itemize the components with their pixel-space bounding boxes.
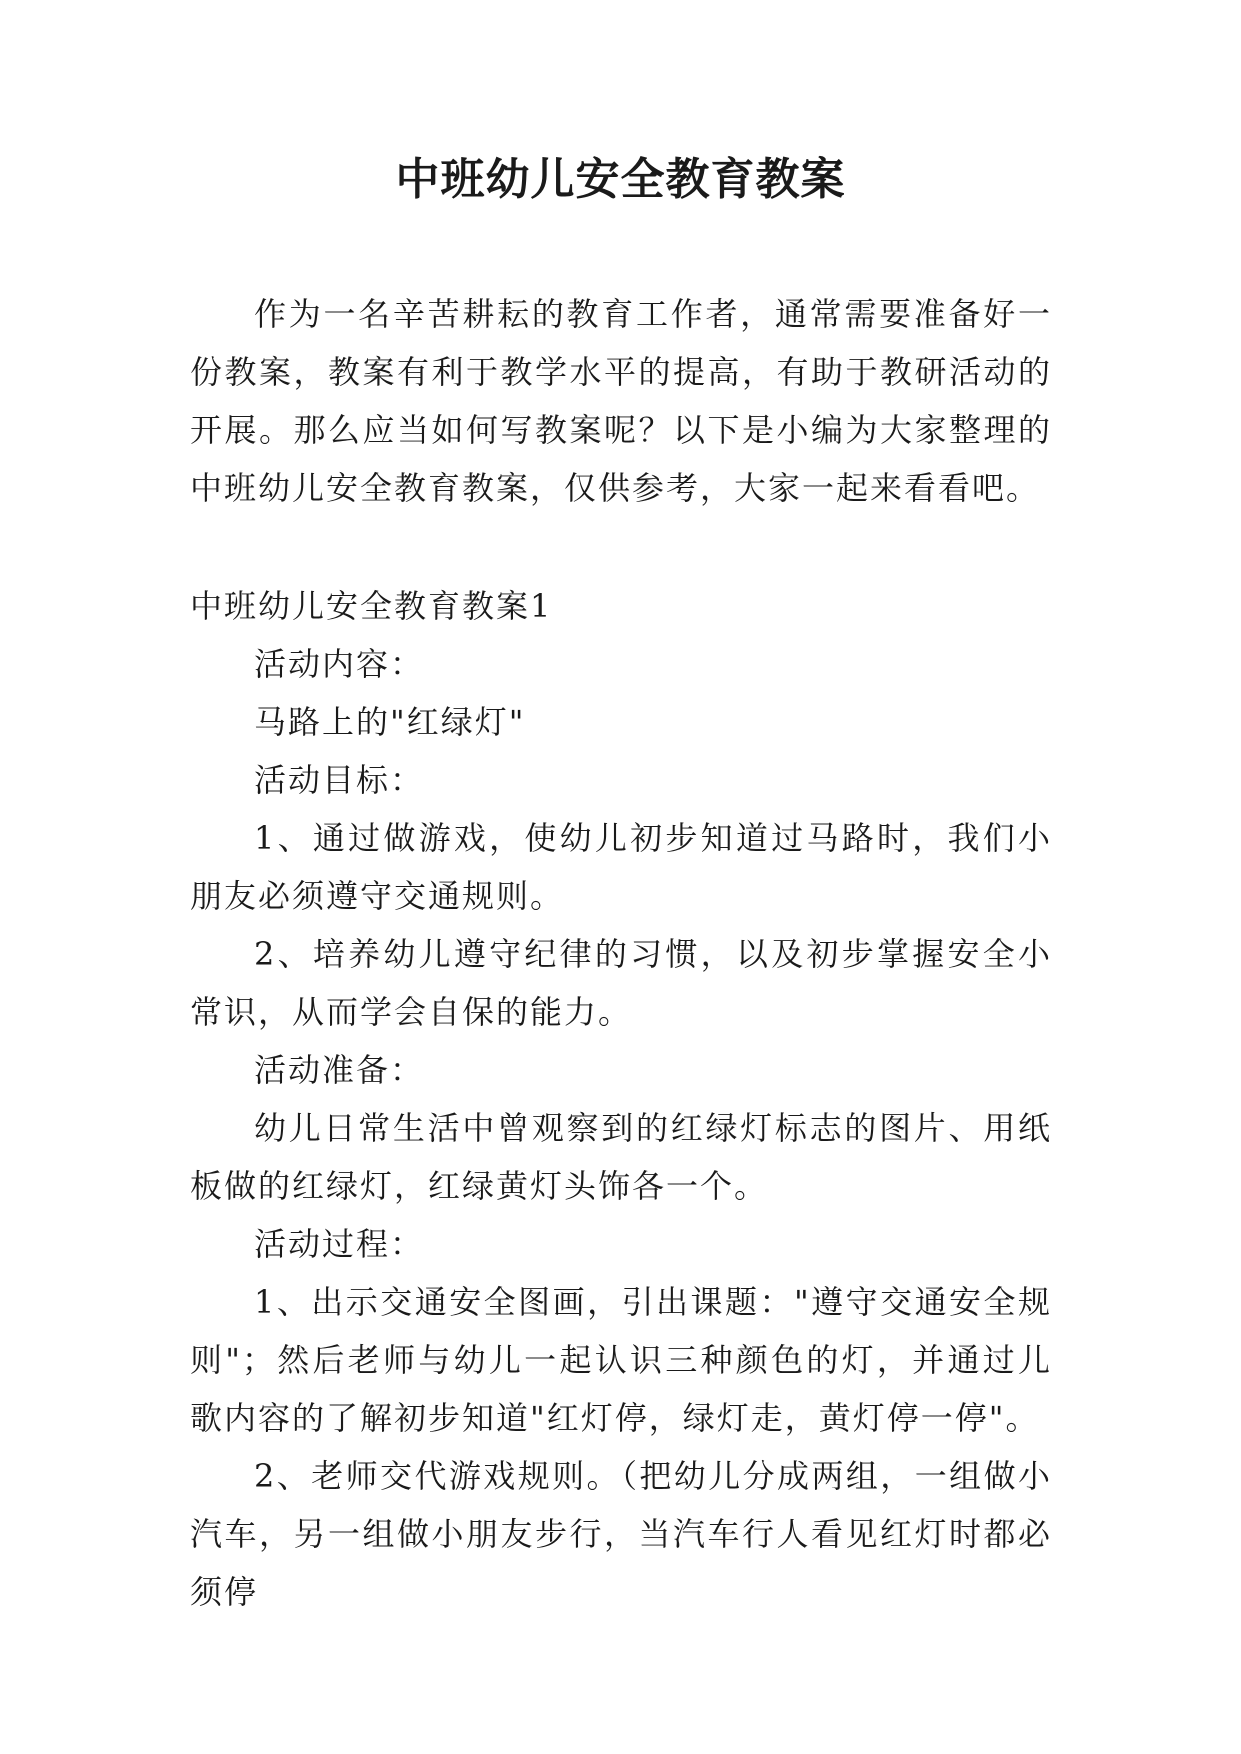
intro-paragraph: 作为一名辛苦耕耘的教育工作者，通常需要准备好一份教案，教案有利于教学水平的提高，有助于教研活动的开展。那么应当如何写教案呢？以下是小编为大家整理的中班幼儿安全教育教案，仅供参考，大家一起来看看吧。 — [190, 295, 1052, 507]
activity-content: 马路上的"红绿灯" — [254, 703, 526, 741]
goal-item-1: 1、通过做游戏，使幼儿初步知道过马路时，我们小朋友必须遵守交通规则。 — [190, 819, 1052, 915]
activity-content-label: 活动内容： — [254, 645, 425, 683]
activity-prep-label: 活动准备： — [254, 1051, 425, 1089]
document-title: 中班幼儿安全教育教案 — [395, 154, 846, 205]
goal-item-2: 2、培养幼儿遵守纪律的习惯，以及初步掌握安全小常识，从而学会自保的能力。 — [190, 935, 1052, 1031]
activity-process-label: 活动过程： — [254, 1225, 425, 1263]
section-heading: 中班幼儿安全教育教案1 — [190, 587, 553, 625]
section-1 — [190, 577, 1052, 1621]
process-step-1: 1、出示交通安全图画，引出课题："遵守交通安全规则"；然后老师与幼儿一起认识三种颜色的灯，并通过儿歌内容的了解初步知道"红灯停，绿灯走，黄灯停一停"。 — [190, 1283, 1052, 1437]
process-step-2: 2、老师交代游戏规则。（把幼儿分成两组，一组做小汽车，另一组做小朋友步行，当汽车行人看见红灯时都必须停 — [190, 1457, 1052, 1611]
activity-goals-label: 活动目标： — [254, 761, 425, 799]
activity-prep: 幼儿日常生活中曾观察到的红绿灯标志的图片、用纸板做的红绿灯，红绿黄灯头饰各一个。 — [190, 1109, 1052, 1205]
